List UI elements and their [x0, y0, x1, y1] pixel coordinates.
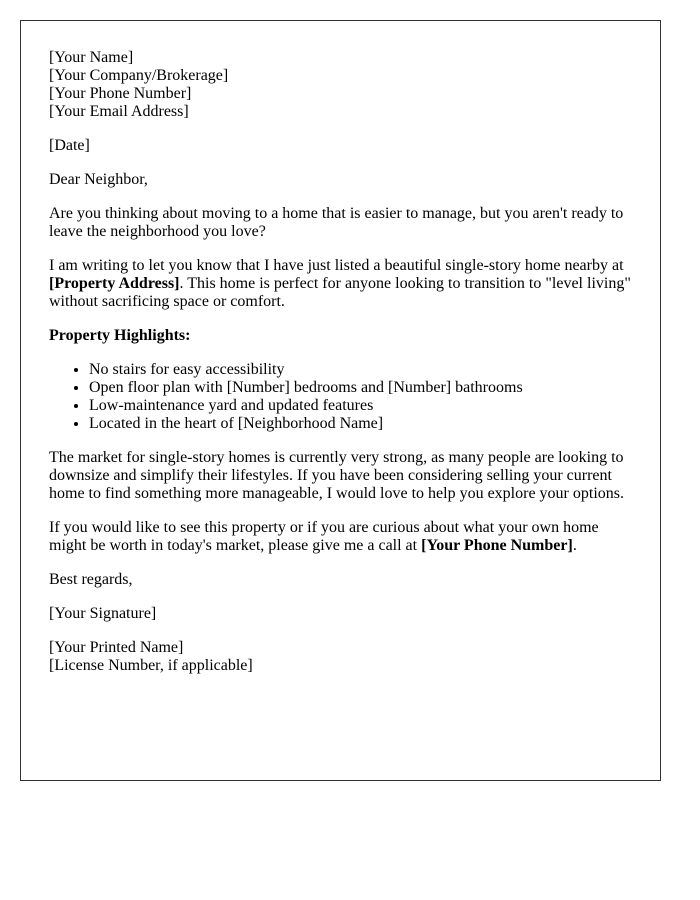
license-number: [License Number, if applicable] [49, 657, 253, 674]
date: [Date] [49, 137, 90, 154]
closing: Best regards, [49, 571, 133, 588]
sender-block [49, 49, 632, 121]
printed-name: [Your Printed Name] [49, 639, 184, 656]
letter-page [20, 20, 661, 781]
contact-paragraph [49, 519, 632, 555]
list-item: • No stairs for easy accessibility [89, 361, 632, 379]
list-item: • Low-maintenance yard and updated features [89, 397, 632, 415]
highlights-list [49, 361, 632, 433]
salutation: Dear Neighbor, [49, 171, 148, 188]
listing-paragraph [49, 257, 632, 311]
intro-paragraph: Are you thinking about moving to a home that is easier to manage, but you aren't ready to leave the neighborhood you love? [49, 205, 624, 240]
phone-number: [Your Phone Number] [421, 537, 573, 554]
signature-block [49, 639, 632, 675]
sender-company: [Your Company/Brokerage] [49, 67, 229, 84]
text: If you would like to see this property or if you are curious about what your own home might be worth in today's market, please give me a call at [49, 519, 599, 554]
sender-name: [Your Name] [49, 49, 134, 66]
sender-email: [Your Email Address] [49, 103, 189, 120]
list-item: • Open floor plan with [Number] bedrooms and [Number] bathrooms [89, 379, 632, 397]
heading-text: Property Highlights: [49, 327, 191, 344]
text: . [572, 537, 577, 554]
text: I am writing to let you know that I have just listed a beautiful single-story home nearby at [49, 257, 624, 274]
signature: [Your Signature] [49, 605, 157, 622]
sender-phone: [Your Phone Number] [49, 85, 192, 102]
list-item: • Located in the heart of [Neighborhood Name] [89, 415, 632, 433]
property-address: [Property Address] [49, 275, 180, 292]
market-paragraph: The market for single-story homes is currently very strong, as many people are looking to downsize and simplify their lifestyles. If you have been considering selling your current home to find something more manageable, I would love to help you explore your options. [49, 449, 624, 502]
highlights-heading [49, 327, 632, 345]
text: . This home is perfect for anyone looking to transition to "level living" without sacrificing space or comfort. [49, 275, 631, 310]
